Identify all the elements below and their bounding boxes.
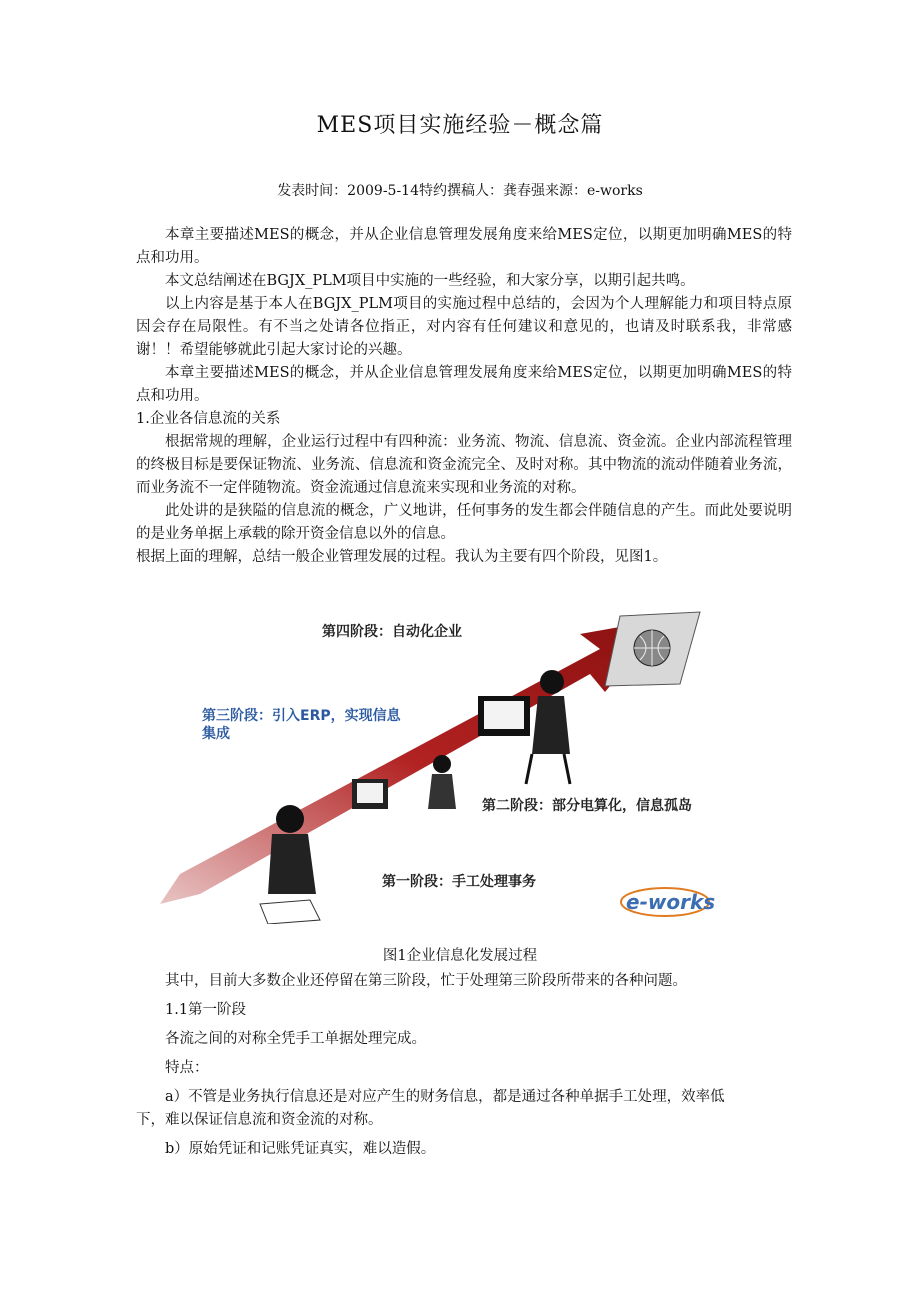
article-meta: 发表时间：2009-5-14特约撰稿人：龚春强来源：e-works bbox=[277, 183, 643, 199]
features-label: 特点： bbox=[165, 1060, 209, 1076]
paragraph: 本章主要描述MES的概念，并从企业信息管理发展角度来给MES定位，以期更加明确MES的特点和功用。 bbox=[136, 227, 792, 266]
page-title: MES项目实施经验－概念篇 bbox=[316, 113, 604, 138]
networked-computer-icon bbox=[605, 612, 700, 686]
section-heading: 1.企业各信息流的关系 bbox=[136, 411, 281, 427]
figure-caption: 图1企业信息化发展过程 bbox=[382, 948, 538, 964]
office-worker-icon-stage3 bbox=[478, 670, 570, 784]
paragraph: 根据上面的理解，总结一般企业管理发展的过程。我认为主要有四个阶段，见图1。 bbox=[136, 549, 668, 565]
logo-text: e-works bbox=[626, 890, 716, 914]
stage4-label: 第四阶段：自动化企业 bbox=[322, 624, 462, 640]
paragraph: 各流之间的对称全凭手工单据处理完成。 bbox=[165, 1031, 426, 1047]
eworks-logo bbox=[621, 888, 715, 916]
paragraph: 以上内容是基于本人在BGJX_PLM项目的实施过程中总结的，会因为个人理解能力和项目特点原因会存在局限性。有不当之处请各位指正，对内容有任何建议和意见的，也请及时联系我，非常感谢！！希望能够就此引起大家讨论的兴趣。 bbox=[136, 296, 792, 358]
list-item: a）不管是业务执行信息还是对应产生的财务信息，都是通过各种单据手工处理，效率低 bbox=[165, 1089, 725, 1105]
subsection-heading: 1.1第一阶段 bbox=[165, 1002, 247, 1018]
intro-text bbox=[136, 224, 792, 569]
stage1-label: 第一阶段：手工处理事务 bbox=[382, 874, 536, 890]
paragraph: 本章主要描述MES的概念，并从企业信息管理发展角度来给MES定位，以期更加明确MES的特点和功用。 bbox=[136, 365, 792, 404]
paragraph: 此处讲的是狭隘的信息流的概念，广义地讲，任何事务的发生都会伴随信息的产生。而此处要说明的是业务单据上承载的除开资金信息以外的信息。 bbox=[136, 503, 792, 542]
stage2-label: 第二阶段：部分电算化，信息孤岛 bbox=[482, 798, 692, 814]
list-item: b）原始凭证和记账凭证真实，难以造假。 bbox=[165, 1141, 436, 1157]
stage3-label-line1: 第三阶段：引入ERP，实现信息 bbox=[202, 708, 401, 724]
paragraph: 根据常规的理解，企业运行过程中有四种流：业务流、物流、信息流、资金流。企业内部流程管理的终极目标是要保证物流、业务流、信息流和资金流完全、及时对称。其中物流的流动伴随着业务流，而业务流不一定伴随物流。资金流通过信息流来实现和业务流的对称。 bbox=[136, 434, 792, 496]
growth-arrow bbox=[160, 619, 665, 904]
body-text bbox=[136, 970, 792, 1161]
paragraph: 其中，目前大多数企业还停留在第三阶段，忙于处理第三阶段所带来的各种问题。 bbox=[165, 973, 687, 989]
stage3-label-line2: 集成 bbox=[202, 726, 230, 742]
paragraph: 本文总结阐述在BGJX_PLM项目中实施的一些经验，和大家分享，以期引起共鸣。 bbox=[165, 273, 695, 289]
list-item-continuation: 下，难以保证信息流和资金流的对称。 bbox=[136, 1112, 383, 1128]
development-stages-figure bbox=[160, 604, 760, 924]
